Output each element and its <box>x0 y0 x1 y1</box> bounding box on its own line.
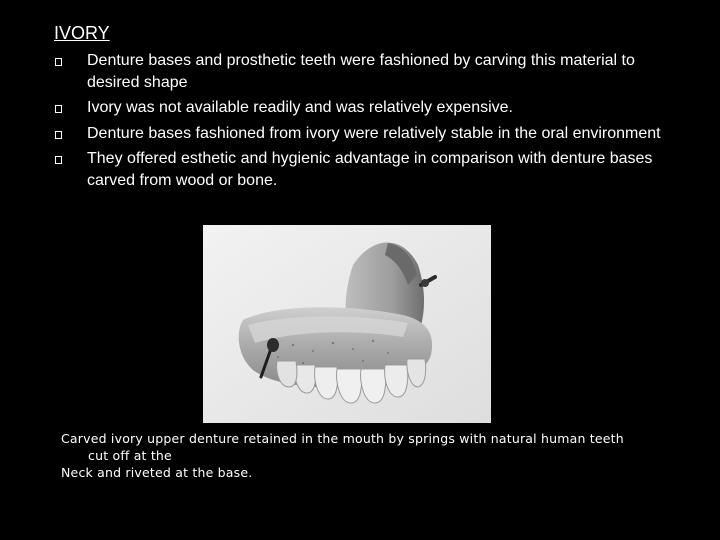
bullet-list <box>54 50 684 195</box>
bullet-text: Denture bases fashioned from ivory were relatively stable in the oral environment <box>87 124 661 142</box>
square-bullet-icon <box>55 156 62 164</box>
bullet-text: Denture bases and prosthetic teeth were fashioned by carving this material to desired shape <box>87 52 635 91</box>
bullet-item <box>54 148 684 191</box>
square-bullet-icon <box>55 131 62 139</box>
caption-line-1: Carved ivory upper denture retained in the mouth by springs with natural human teeth <box>61 431 624 446</box>
bullet-item <box>54 123 684 145</box>
bullet-text: They offered esthetic and hygienic advantage in comparison with denture bases carved from wood or bone. <box>87 150 653 189</box>
bullet-item <box>54 97 684 119</box>
ivory-denture-photo <box>203 225 491 423</box>
slide-title: IVORY <box>54 23 110 43</box>
square-bullet-icon <box>55 105 62 113</box>
bullet-text: Ivory was not available readily and was relatively expensive. <box>87 99 513 116</box>
bullet-item <box>54 50 684 93</box>
denture-illustration <box>203 225 491 423</box>
square-bullet-icon <box>55 58 62 66</box>
photo-caption <box>61 430 661 481</box>
caption-line-3: Neck and riveted at the base. <box>61 465 253 480</box>
caption-line-2: cut off at the <box>88 448 172 463</box>
